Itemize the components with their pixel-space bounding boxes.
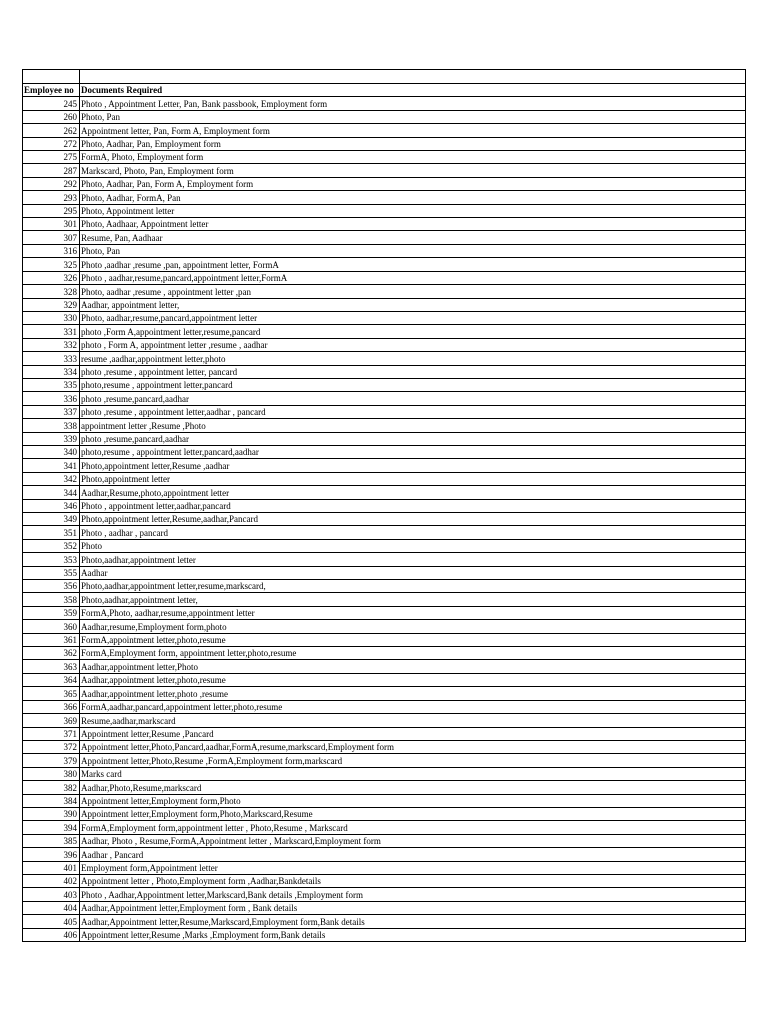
table-row <box>23 807 746 820</box>
table-row <box>23 593 746 606</box>
employee-no-cell[interactable]: 403 <box>23 888 80 901</box>
documents-cell[interactable]: Photo,aadhar,appointment letter, <box>80 593 746 606</box>
employee-no-cell[interactable]: 329 <box>23 298 80 311</box>
documents-cell[interactable]: Appointment letter,Photo,Pancard,aadhar,FormA,resume,markscard,Employment form <box>80 740 746 753</box>
employee-no-cell[interactable]: 272 <box>23 137 80 150</box>
documents-cell[interactable]: Photo <box>80 539 746 552</box>
documents-cell[interactable]: Markscard, Photo, Pan, Employment form <box>80 164 746 177</box>
employee-no-cell[interactable]: 338 <box>23 419 80 432</box>
employee-no-cell[interactable]: 353 <box>23 553 80 566</box>
table-row <box>23 714 746 727</box>
documents-cell[interactable]: Aadhar,Resume,photo,appointment letter <box>80 486 746 499</box>
employee-no-cell[interactable]: 406 <box>23 928 80 941</box>
documents-cell[interactable]: Photo, Pan <box>80 244 746 257</box>
documents-cell[interactable]: photo ,resume , appointment letter,aadhar , pancard <box>80 405 746 418</box>
employee-no-cell[interactable]: 245 <box>23 97 80 110</box>
table-row <box>23 620 746 633</box>
employee-no-cell[interactable]: 351 <box>23 526 80 539</box>
documents-cell[interactable]: Photo, Aadhar, Pan, Employment form <box>80 137 746 150</box>
employee-no-cell[interactable]: 394 <box>23 821 80 834</box>
documents-cell[interactable]: photo ,Form A,appointment letter,resume,pancard <box>80 325 746 338</box>
documents-cell[interactable]: resume ,aadhar,appointment letter,photo <box>80 352 746 365</box>
documents-cell[interactable]: Photo, aadhar ,resume , appointment letter ,pan <box>80 285 746 298</box>
table-row <box>23 97 746 110</box>
table-row <box>23 258 746 271</box>
documents-cell[interactable]: Aadhar,appointment letter,Photo <box>80 660 746 673</box>
employee-no-cell[interactable]: 293 <box>23 191 80 204</box>
employee-no-cell[interactable]: 335 <box>23 378 80 391</box>
employee-no-cell[interactable]: 337 <box>23 405 80 418</box>
table-row <box>23 244 746 257</box>
documents-cell[interactable]: Aadhar,appointment letter,photo,resume <box>80 673 746 686</box>
table-row <box>23 137 746 150</box>
employee-no-cell[interactable]: 362 <box>23 647 80 660</box>
table-row <box>23 271 746 284</box>
table-row <box>23 888 746 901</box>
documents-cell[interactable]: Photo, Aadhar, FormA, Pan <box>80 191 746 204</box>
documents-cell[interactable]: photo,resume , appointment letter,pancard <box>80 378 746 391</box>
documents-cell[interactable]: Aadhar , Pancard <box>80 848 746 861</box>
employee-no-cell[interactable]: 349 <box>23 513 80 526</box>
header-documents-required[interactable]: Documents Required <box>80 84 746 97</box>
blank-cell[interactable] <box>80 70 746 84</box>
table-row <box>23 405 746 418</box>
documents-cell[interactable]: Photo,appointment letter,Resume,aadhar,Pancard <box>80 513 746 526</box>
employee-no-cell[interactable]: 346 <box>23 499 80 512</box>
employee-no-cell[interactable]: 331 <box>23 325 80 338</box>
employee-no-cell[interactable]: 366 <box>23 700 80 713</box>
table-row <box>23 164 746 177</box>
employee-no-cell[interactable]: 380 <box>23 767 80 780</box>
documents-cell[interactable]: Appointment letter,Employment form,Photo,Markscard,Resume <box>80 807 746 820</box>
table-row <box>23 700 746 713</box>
table-row <box>23 566 746 579</box>
blank-cell[interactable] <box>23 70 80 84</box>
documents-cell[interactable]: Appointment letter,Resume ,Pancard <box>80 727 746 740</box>
employee-no-cell[interactable]: 363 <box>23 660 80 673</box>
employee-no-cell[interactable]: 402 <box>23 874 80 887</box>
table-row <box>23 539 746 552</box>
documents-cell[interactable]: Photo,appointment letter <box>80 472 746 485</box>
table-row <box>23 311 746 324</box>
documents-cell[interactable]: FormA, Photo, Employment form <box>80 151 746 164</box>
employee-no-cell[interactable]: 340 <box>23 445 80 458</box>
table-row <box>23 352 746 365</box>
documents-cell[interactable]: FormA,Employment form,appointment letter , Photo,Resume , Markscard <box>80 821 746 834</box>
table-row <box>23 687 746 700</box>
table-row <box>23 204 746 217</box>
employee-no-cell[interactable]: 356 <box>23 580 80 593</box>
employee-no-cell[interactable]: 390 <box>23 807 80 820</box>
table-row <box>23 177 746 190</box>
table-row <box>23 285 746 298</box>
employee-no-cell[interactable]: 384 <box>23 794 80 807</box>
documents-cell[interactable]: Photo , appointment letter,aadhar,pancard <box>80 499 746 512</box>
documents-cell[interactable]: photo ,resume , appointment letter, pancard <box>80 365 746 378</box>
documents-cell[interactable]: Photo , Appointment Letter, Pan, Bank passbook, Employment form <box>80 97 746 110</box>
employee-no-cell[interactable]: 307 <box>23 231 80 244</box>
employee-no-cell[interactable]: 360 <box>23 620 80 633</box>
documents-cell[interactable]: Photo, Appointment letter <box>80 204 746 217</box>
documents-cell[interactable]: FormA,appointment letter,photo,resume <box>80 633 746 646</box>
table-row <box>23 499 746 512</box>
documents-cell[interactable]: Photo ,aadhar ,resume ,pan, appointment letter, FormA <box>80 258 746 271</box>
employee-no-cell[interactable]: 404 <box>23 901 80 914</box>
employee-no-cell[interactable]: 316 <box>23 244 80 257</box>
table-row <box>23 325 746 338</box>
table-row <box>23 553 746 566</box>
documents-cell[interactable]: Aadhar <box>80 566 746 579</box>
table-row <box>23 874 746 887</box>
table-row <box>23 445 746 458</box>
documents-cell[interactable]: Employment form,Appointment letter <box>80 861 746 874</box>
employee-no-cell[interactable]: 352 <box>23 539 80 552</box>
employee-no-cell[interactable]: 260 <box>23 110 80 123</box>
documents-cell[interactable]: Marks card <box>80 767 746 780</box>
documents-cell[interactable]: Aadhar,resume,Employment form,photo <box>80 620 746 633</box>
table-row <box>23 660 746 673</box>
table-row <box>23 727 746 740</box>
employee-no-cell[interactable]: 292 <box>23 177 80 190</box>
table-row <box>23 124 746 137</box>
documents-cell[interactable]: Aadhar, appointment letter, <box>80 298 746 311</box>
table-row <box>23 848 746 861</box>
documents-cell[interactable]: Aadhar,appointment letter,photo ,resume <box>80 687 746 700</box>
documents-cell[interactable]: Appointment letter,Resume ,Marks ,Employment form,Bank details <box>80 928 746 941</box>
employee-no-cell[interactable]: 401 <box>23 861 80 874</box>
employee-documents-table <box>22 69 746 942</box>
documents-cell[interactable]: Appointment letter,Photo,Resume ,FormA,Employment form,markscard <box>80 754 746 767</box>
table-row <box>23 740 746 753</box>
documents-cell[interactable]: photo,resume , appointment letter,pancard,aadhar <box>80 445 746 458</box>
employee-no-cell[interactable]: 275 <box>23 151 80 164</box>
table-row <box>23 861 746 874</box>
table-row <box>23 110 746 123</box>
documents-cell[interactable]: Aadhar,Photo,Resume,markscard <box>80 781 746 794</box>
employee-no-cell[interactable]: 334 <box>23 365 80 378</box>
table-row <box>23 338 746 351</box>
employee-no-cell[interactable]: 301 <box>23 218 80 231</box>
employee-no-cell[interactable]: 382 <box>23 781 80 794</box>
documents-cell[interactable]: Photo, Aadhar, Pan, Form A, Employment form <box>80 177 746 190</box>
table-row <box>23 526 746 539</box>
table-row <box>23 633 746 646</box>
employee-no-cell[interactable]: 355 <box>23 566 80 579</box>
employee-no-cell[interactable]: 358 <box>23 593 80 606</box>
documents-cell[interactable]: Photo,aadhar,appointment letter <box>80 553 746 566</box>
table-row <box>23 231 746 244</box>
table-row <box>23 459 746 472</box>
table-row <box>23 419 746 432</box>
table-row <box>23 486 746 499</box>
employee-no-cell[interactable]: 385 <box>23 834 80 847</box>
employee-no-cell[interactable]: 379 <box>23 754 80 767</box>
employee-no-cell[interactable]: 371 <box>23 727 80 740</box>
employee-no-cell[interactable]: 364 <box>23 673 80 686</box>
table-row <box>23 513 746 526</box>
table-row <box>23 794 746 807</box>
employee-no-cell[interactable]: 328 <box>23 285 80 298</box>
employee-no-cell[interactable]: 361 <box>23 633 80 646</box>
documents-cell[interactable]: appointment letter ,Resume ,Photo <box>80 419 746 432</box>
table-row <box>23 392 746 405</box>
table-row <box>23 821 746 834</box>
table-row <box>23 647 746 660</box>
employee-no-cell[interactable]: 359 <box>23 606 80 619</box>
table-row <box>23 901 746 914</box>
table-row <box>23 472 746 485</box>
documents-cell[interactable]: Photo , aadhar , pancard <box>80 526 746 539</box>
table-row <box>23 580 746 593</box>
employee-no-cell[interactable]: 339 <box>23 432 80 445</box>
table-row <box>23 298 746 311</box>
table-row <box>23 191 746 204</box>
documents-cell[interactable]: Photo,aadhar,appointment letter,resume,markscard, <box>80 580 746 593</box>
employee-no-cell[interactable]: 295 <box>23 204 80 217</box>
employee-no-cell[interactable]: 262 <box>23 124 80 137</box>
documents-cell[interactable]: Aadhar,Appointment letter,Resume,Markscard,Employment form,Bank details <box>80 915 746 928</box>
documents-cell[interactable]: Photo , aadhar,resume,pancard,appointment letter,FormA <box>80 271 746 284</box>
header-row <box>23 84 746 97</box>
documents-cell[interactable]: Appointment letter, Pan, Form A, Employment form <box>80 124 746 137</box>
table-row <box>23 767 746 780</box>
employee-no-cell[interactable]: 336 <box>23 392 80 405</box>
documents-cell[interactable]: FormA,Employment form, appointment letter,photo,resume <box>80 647 746 660</box>
employee-no-cell[interactable]: 325 <box>23 258 80 271</box>
table-row <box>23 928 746 941</box>
employee-no-cell[interactable]: 326 <box>23 271 80 284</box>
table-row <box>23 365 746 378</box>
table-body <box>23 70 746 942</box>
documents-cell[interactable]: photo , Form A, appointment letter ,resume , aadhar <box>80 338 746 351</box>
table-row <box>23 378 746 391</box>
table-row <box>23 834 746 847</box>
table-row <box>23 673 746 686</box>
header-employee-no[interactable]: Employee no <box>23 84 80 97</box>
employee-no-cell[interactable]: 396 <box>23 848 80 861</box>
table-row <box>23 754 746 767</box>
employee-no-cell[interactable]: 372 <box>23 740 80 753</box>
documents-cell[interactable]: Photo, Pan <box>80 110 746 123</box>
employee-no-cell[interactable]: 369 <box>23 714 80 727</box>
table-row <box>23 915 746 928</box>
employee-no-cell[interactable]: 330 <box>23 311 80 324</box>
blank-row <box>23 70 746 84</box>
documents-cell[interactable]: Appointment letter,Employment form,Photo <box>80 794 746 807</box>
table-row <box>23 218 746 231</box>
documents-cell[interactable]: photo ,resume,pancard,aadhar <box>80 432 746 445</box>
documents-cell[interactable]: photo ,resume,pancard,aadhar <box>80 392 746 405</box>
documents-cell[interactable]: FormA,aadhar,pancard,appointment letter,photo,resume <box>80 700 746 713</box>
employee-no-cell[interactable]: 365 <box>23 687 80 700</box>
table-row <box>23 606 746 619</box>
documents-cell[interactable]: FormA,Photo, aadhar,resume,appointment letter <box>80 606 746 619</box>
documents-cell[interactable]: Photo , Aadhar,Appointment letter,Markscard,Bank details ,Employment form <box>80 888 746 901</box>
documents-cell[interactable]: Aadhar,Appointment letter,Employment form , Bank details <box>80 901 746 914</box>
documents-cell[interactable]: Aadhar, Photo , Resume,FormA,Appointment letter , Markscard,Employment form <box>80 834 746 847</box>
documents-cell[interactable]: Photo,appointment letter,Resume ,aadhar <box>80 459 746 472</box>
employee-no-cell[interactable]: 333 <box>23 352 80 365</box>
employee-no-cell[interactable]: 341 <box>23 459 80 472</box>
documents-cell[interactable]: Photo, Aadhaar, Appointment letter <box>80 218 746 231</box>
documents-cell[interactable]: Resume,aadhar,markscard <box>80 714 746 727</box>
employee-no-cell[interactable]: 287 <box>23 164 80 177</box>
documents-cell[interactable]: Resume, Pan, Aadhaar <box>80 231 746 244</box>
table-row <box>23 432 746 445</box>
table-row <box>23 151 746 164</box>
table-row <box>23 781 746 794</box>
documents-cell[interactable]: Photo, aadhar,resume,pancard,appointment letter <box>80 311 746 324</box>
employee-no-cell[interactable]: 405 <box>23 915 80 928</box>
employee-no-cell[interactable]: 332 <box>23 338 80 351</box>
employee-no-cell[interactable]: 344 <box>23 486 80 499</box>
documents-cell[interactable]: Appointment letter , Photo,Employment form ,Aadhar,Bankdetails <box>80 874 746 887</box>
employee-no-cell[interactable]: 342 <box>23 472 80 485</box>
